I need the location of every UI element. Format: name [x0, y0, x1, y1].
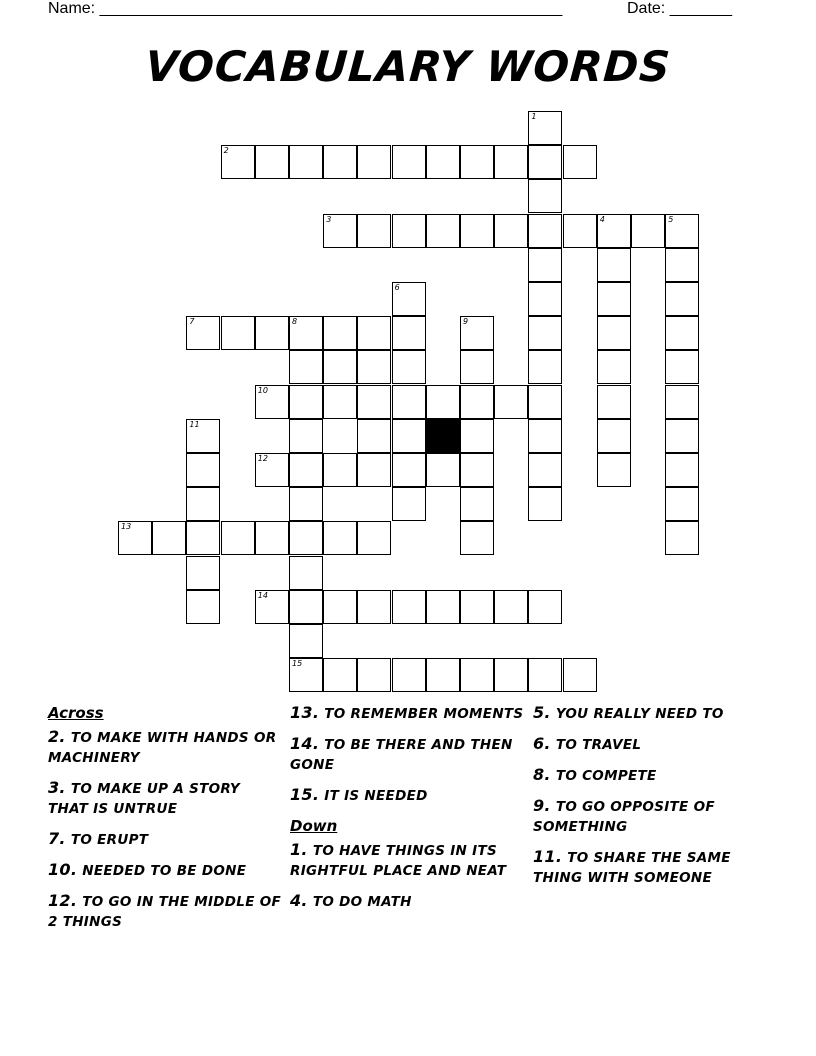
cell-number: 14 [257, 590, 268, 600]
grid-cell[interactable] [494, 145, 528, 179]
grid-cell[interactable] [289, 350, 323, 384]
grid-cell[interactable] [460, 214, 494, 248]
grid-cell[interactable] [186, 556, 220, 590]
grid-cell[interactable] [221, 145, 255, 179]
grid-cell[interactable] [597, 248, 631, 282]
grid-cell[interactable] [597, 214, 631, 248]
grid-cell[interactable] [392, 282, 426, 316]
grid-cell[interactable] [563, 145, 597, 179]
across-heading: Across [48, 704, 104, 722]
grid-cell[interactable] [357, 145, 391, 179]
grid-cell[interactable] [323, 145, 357, 179]
clue-down-6: 6. TO TRAVEL [533, 734, 642, 753]
grid-cell[interactable] [426, 658, 460, 692]
grid-cell[interactable] [528, 214, 562, 248]
grid-cell[interactable] [426, 385, 460, 419]
grid-cell[interactable] [392, 453, 426, 487]
grid-cell[interactable] [494, 658, 528, 692]
grid-cell[interactable] [357, 521, 391, 555]
grid-cell[interactable] [392, 145, 426, 179]
grid-cell[interactable] [392, 590, 426, 624]
grid-cell[interactable] [289, 419, 323, 453]
grid-cell[interactable] [460, 590, 494, 624]
grid-cell[interactable] [255, 316, 289, 350]
grid-cell[interactable] [597, 350, 631, 384]
clue-across-3: 3. TO MAKE UP A STORY THAT IS UNTRUE [48, 778, 240, 817]
clue-down-1: 1. TO HAVE THINGS IN ITS RIGHTFUL PLACE AND NEAT [290, 840, 507, 879]
grid-cell[interactable] [289, 487, 323, 521]
grid-cell[interactable] [357, 590, 391, 624]
clue-down-4: 4. TO DO MATH [290, 891, 412, 910]
grid-cell[interactable] [323, 214, 357, 248]
grid-cell[interactable] [528, 419, 562, 453]
grid-cell[interactable] [392, 350, 426, 384]
grid-cell[interactable] [357, 214, 391, 248]
grid-cell[interactable] [528, 316, 562, 350]
grid-cell[interactable] [665, 350, 699, 384]
clue-across-2: 2. TO MAKE WITH HANDS OR MACHINERY [48, 727, 277, 766]
grid-cell[interactable] [392, 487, 426, 521]
grid-cell[interactable] [289, 658, 323, 692]
cell-number: 6 [394, 283, 400, 292]
grid-cell[interactable] [323, 350, 357, 384]
grid-cell[interactable] [357, 316, 391, 350]
grid-cell[interactable] [494, 590, 528, 624]
grid-cell[interactable] [323, 521, 357, 555]
cell-number: 13 [121, 522, 132, 532]
grid-cell[interactable] [460, 487, 494, 521]
clue-across-15: 15. IT IS NEEDED [290, 785, 428, 804]
grid-cell[interactable] [528, 248, 562, 282]
clues-section [0, 703, 816, 963]
grid-cell[interactable] [255, 590, 289, 624]
grid-cell[interactable] [665, 282, 699, 316]
grid-cell[interactable] [186, 487, 220, 521]
grid-cell[interactable] [186, 521, 220, 555]
grid-cell[interactable] [118, 521, 152, 555]
grid-cell[interactable] [597, 385, 631, 419]
cell-number: 10 [257, 385, 268, 395]
grid-cell[interactable] [323, 385, 357, 419]
grid-cell[interactable] [528, 145, 562, 179]
clue-down-5: 5. YOU REALLY NEED TO [533, 703, 724, 722]
grid-cell[interactable] [221, 521, 255, 555]
grid-cell[interactable] [186, 590, 220, 624]
cell-number: 7 [189, 317, 195, 327]
grid-cell[interactable] [255, 145, 289, 179]
grid-cell[interactable] [186, 316, 220, 350]
grid-cell[interactable] [460, 316, 494, 350]
grid-cell[interactable] [563, 214, 597, 248]
grid-cell[interactable] [392, 385, 426, 419]
grid-cell[interactable] [289, 590, 323, 624]
grid-cell[interactable] [665, 214, 699, 248]
grid-cell[interactable] [665, 248, 699, 282]
grid-cell[interactable] [426, 214, 460, 248]
black-cell [426, 419, 460, 453]
grid-cell[interactable] [494, 214, 528, 248]
grid-cell[interactable] [460, 453, 494, 487]
grid-cell[interactable] [460, 385, 494, 419]
grid-cell[interactable] [597, 419, 631, 453]
down-heading: Down [290, 817, 338, 835]
grid-cell[interactable] [597, 316, 631, 350]
cell-number: 4 [599, 214, 605, 224]
grid-cell[interactable] [528, 350, 562, 384]
clue-down-9: 9. TO GO OPPOSITE OF SOMETHING [533, 796, 715, 835]
grid-cell[interactable] [392, 658, 426, 692]
cell-number: 11 [189, 419, 200, 429]
page-title: VOCABULARY WORDS [143, 42, 673, 91]
grid-cell[interactable] [392, 316, 426, 350]
cell-number: 12 [257, 454, 268, 463]
grid-cell[interactable] [665, 521, 699, 555]
grid-cell[interactable] [528, 179, 562, 213]
grid-cell[interactable] [631, 214, 665, 248]
cell-number: 5 [668, 214, 674, 224]
grid-cell[interactable] [494, 385, 528, 419]
grid-cell[interactable] [323, 316, 357, 350]
grid-cell[interactable] [426, 590, 460, 624]
cell-number: 9 [463, 317, 469, 327]
grid-cell[interactable] [460, 419, 494, 453]
grid-cell[interactable] [426, 453, 460, 487]
grid-cell[interactable] [255, 521, 289, 555]
grid-cell[interactable] [357, 453, 391, 487]
grid-cell[interactable] [323, 453, 357, 487]
grid-cell[interactable] [528, 111, 562, 145]
grid-cell[interactable] [665, 453, 699, 487]
grid-cell[interactable] [289, 385, 323, 419]
grid-cell[interactable] [186, 453, 220, 487]
name-field-label: Name: ____________________________________________________ [48, 0, 563, 17]
clues-column-3 [533, 703, 768, 898]
grid-cell[interactable] [460, 521, 494, 555]
grid-cell[interactable] [392, 419, 426, 453]
grid-cell[interactable] [528, 487, 562, 521]
grid-cell[interactable] [289, 624, 323, 658]
cell-number: 3 [326, 214, 332, 224]
date-field-label: Date: _______ [627, 0, 732, 17]
cell-number: 1 [531, 112, 537, 121]
grid-cell[interactable] [426, 145, 460, 179]
grid-cell[interactable] [186, 419, 220, 453]
grid-cell[interactable] [665, 316, 699, 350]
grid-cell[interactable] [357, 385, 391, 419]
grid-cell[interactable] [528, 590, 562, 624]
grid-cell[interactable] [221, 316, 255, 350]
grid-cell[interactable] [289, 556, 323, 590]
grid-cell[interactable] [528, 385, 562, 419]
grid-cell[interactable] [665, 385, 699, 419]
clues-column-1 [48, 703, 283, 942]
grid-cell[interactable] [460, 658, 494, 692]
grid-cell[interactable] [665, 419, 699, 453]
grid-cell[interactable] [289, 521, 323, 555]
grid-cell[interactable] [289, 453, 323, 487]
grid-cell[interactable] [597, 453, 631, 487]
grid-cell[interactable] [255, 385, 289, 419]
grid-cell[interactable] [289, 316, 323, 350]
clue-down-11: 11. TO SHARE THE SAME THING WITH SOMEONE [533, 847, 731, 886]
clues-column-2 [290, 703, 525, 922]
clue-across-7: 7. TO ERUPT [48, 829, 149, 848]
grid-cell[interactable] [152, 521, 186, 555]
grid-cell[interactable] [255, 453, 289, 487]
clue-across-12: 12. TO GO IN THE MIDDLE OF 2 THINGS [48, 891, 282, 930]
grid-cell[interactable] [528, 658, 562, 692]
grid-cell[interactable] [392, 214, 426, 248]
clue-across-10: 10. NEEDED TO BE DONE [48, 860, 247, 879]
grid-cell[interactable] [597, 282, 631, 316]
grid-cell[interactable] [528, 282, 562, 316]
grid-cell[interactable] [357, 350, 391, 384]
grid-cell[interactable] [289, 145, 323, 179]
grid-cell[interactable] [357, 658, 391, 692]
grid-cell[interactable] [460, 350, 494, 384]
cell-number: 2 [223, 146, 229, 156]
grid-cell[interactable] [460, 145, 494, 179]
clue-across-13: 13. TO REMEMBER MOMENTS [290, 703, 524, 722]
cell-number: 8 [292, 317, 298, 327]
grid-cell[interactable] [665, 487, 699, 521]
grid-cell[interactable] [528, 453, 562, 487]
grid-cell[interactable] [357, 419, 391, 453]
grid-cell[interactable] [323, 658, 357, 692]
grid-cell[interactable] [323, 590, 357, 624]
clue-down-8: 8. TO COMPETE [533, 765, 657, 784]
clue-across-14: 14. TO BE THERE AND THEN GONE [290, 734, 513, 773]
cell-number: 15 [292, 659, 303, 669]
grid-cell[interactable] [563, 658, 597, 692]
